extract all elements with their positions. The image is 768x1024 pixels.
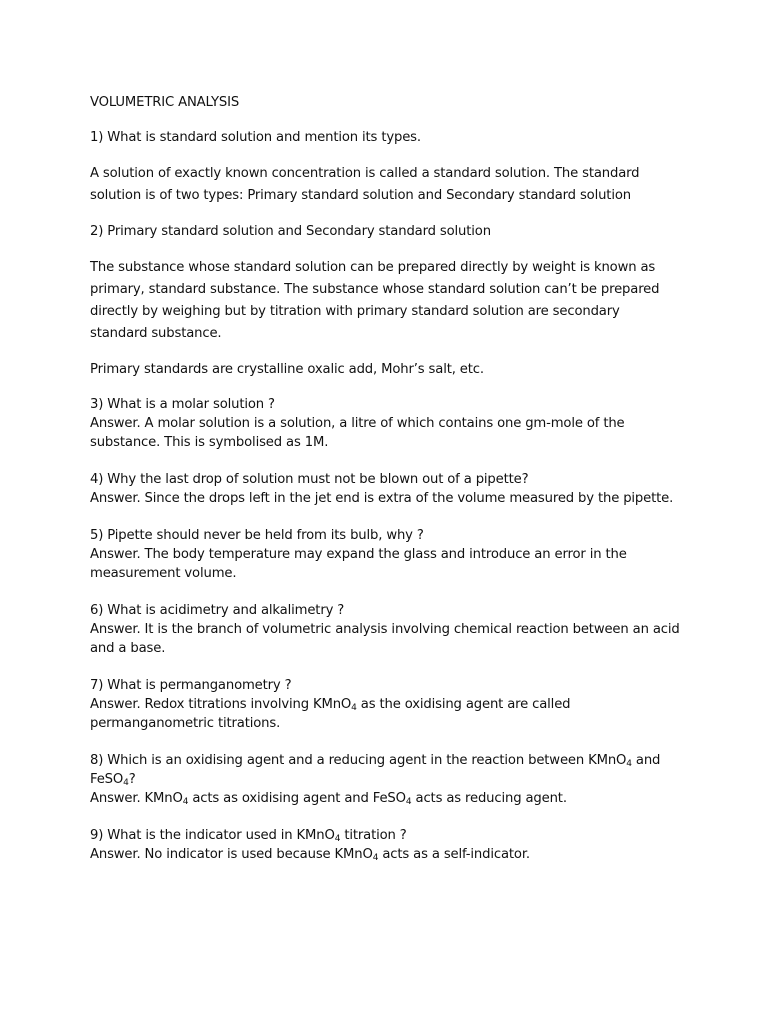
answer-1: A solution of exactly known concentration is called a standard solution. The standard solution is of two types: Primary standard solution and Secondary standard solution — [90, 166, 640, 203]
answer-2: The substance whose standard solution can be prepared directly by weight is known as primary, standard substance. The substance whose standard solution can’t be prepared directly by weighing but by titration with primary standard solution are secondary standard substance. — [90, 260, 660, 341]
document-title: VOLUMETRIC ANALYSIS — [90, 95, 240, 110]
question-1: 1) What is standard solution and mention its types. — [90, 130, 421, 145]
question-7: 7) What is permanganometry ? — [90, 678, 292, 693]
question-9-text-a: 9) What is the indicator used in KMnO — [90, 828, 335, 843]
document-page — [90, 93, 680, 882]
question-8-text-b: and FeSO — [90, 753, 661, 787]
answer-4: Answer. Since the drops left in the jet end is extra of the volume measured by the pipette. — [90, 491, 674, 506]
answer-6: Answer. It is the branch of volumetric analysis involving chemical reaction between an acid and a base. — [90, 622, 680, 656]
question-8-text-c: ? — [128, 772, 136, 787]
question-9-subscript: 4 — [334, 834, 341, 844]
answer-9 — [90, 845, 680, 864]
answer-8-subscript-2: 4 — [405, 797, 412, 807]
question-6: 6) What is acidimetry and alkalimetry ? — [90, 603, 345, 618]
question-9-text-b: titration ? — [340, 828, 407, 843]
answer-8-text-c: acts as reducing agent. — [411, 791, 567, 806]
qa-9 — [90, 826, 680, 864]
answer-8 — [90, 789, 680, 808]
question-8-text-a: 8) Which is an oxidising agent and a reducing agent in the reaction between KMnO — [90, 753, 627, 768]
answer-8-subscript-1: 4 — [182, 797, 189, 807]
answer-7 — [90, 695, 680, 733]
qa-7 — [90, 676, 680, 733]
question-2: 2) Primary standard solution and Secondary standard solution — [90, 224, 491, 239]
answer-9-subscript: 4 — [372, 853, 379, 863]
answer-5: Answer. The body temperature may expand the glass and introduce an error in the measurement volume. — [90, 547, 627, 581]
answer-9-text-b: acts as a self-indicator. — [378, 847, 530, 862]
qa-5 — [90, 526, 680, 583]
question-9 — [90, 826, 680, 845]
qa-8 — [90, 751, 680, 808]
qa-3 — [90, 395, 680, 452]
question-8-subscript-1: 4 — [626, 759, 632, 769]
answer-7-text-a: Answer. Redox titrations involving KMnO — [90, 697, 352, 712]
answer-8-text-b: acts as oxidising agent and FeSO — [188, 791, 406, 806]
qa-4 — [90, 470, 680, 508]
answer-3: Answer. A molar solution is a solution, a litre of which contains one gm-mole of the substance. This is symbolised as 1M. — [90, 416, 625, 450]
question-8-subscript-2: 4 — [123, 778, 129, 788]
question-8 — [90, 751, 680, 789]
qa-6 — [90, 601, 680, 658]
answer-7-subscript: 4 — [351, 703, 357, 713]
answer-9-text-a: Answer. No indicator is used because KMnO — [90, 847, 373, 862]
answer-8-text-a: Answer. KMnO — [90, 791, 183, 806]
answer-7-text-b: as the oxidising agent are called permanganometric titrations. — [90, 697, 571, 731]
question-5: 5) Pipette should never be held from its bulb, why ? — [90, 528, 424, 543]
question-3: 3) What is a molar solution ? — [90, 397, 275, 412]
question-4: 4) Why the last drop of solution must not be blown out of a pipette? — [90, 472, 529, 487]
answer-2-primary-standards: Primary standards are crystalline oxalic add, Mohr’s salt, etc. — [90, 362, 484, 377]
